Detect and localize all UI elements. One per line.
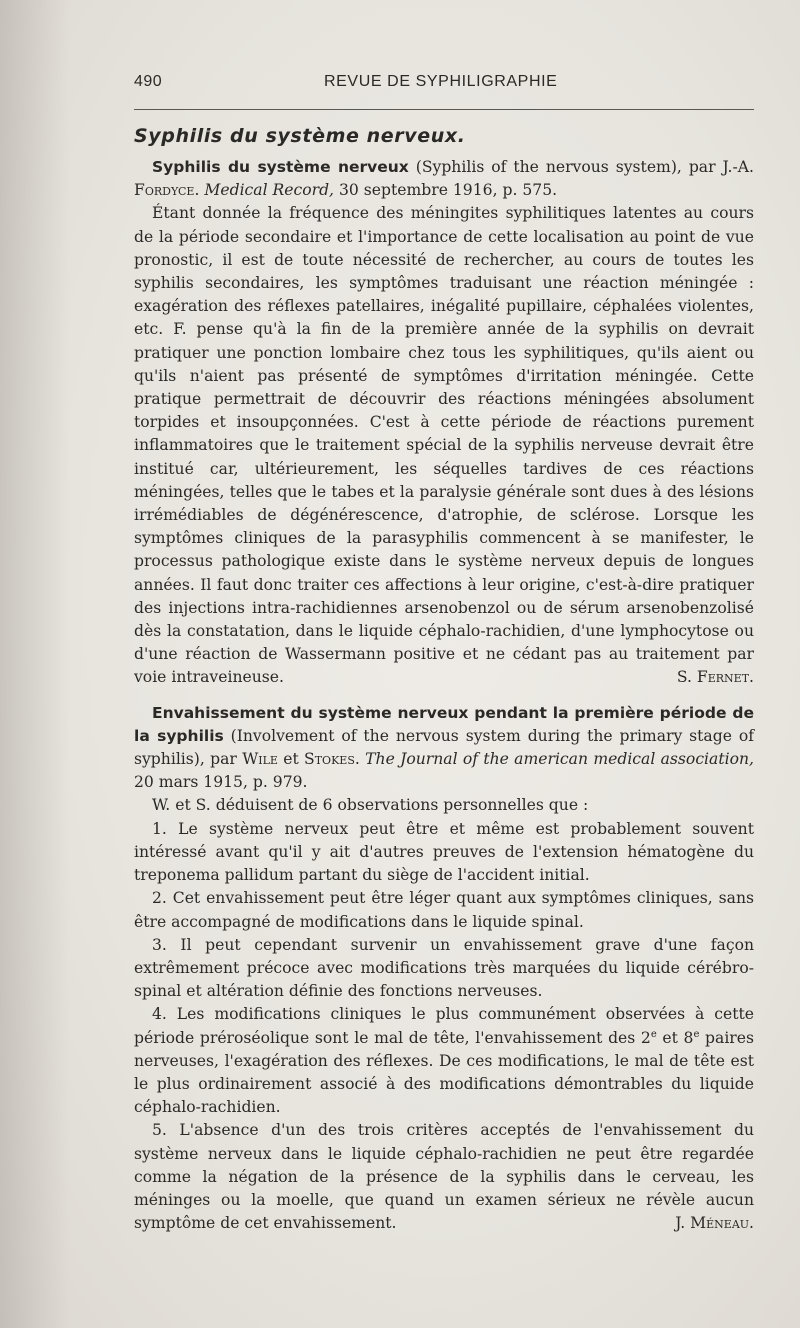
article2-item4-sup1: e (650, 1028, 657, 1040)
article2-journal: The Journal of the american medical association, (365, 750, 754, 769)
article1-journal: Medical Record, (204, 181, 335, 200)
article2-citation-b: . (354, 750, 366, 769)
page-content (134, 122, 754, 1235)
article2-intro: W. et S. déduisent de 6 observations personnelles que : (152, 796, 589, 815)
page-number: 490 (134, 73, 163, 90)
article2-item5-text: 5. L'absence d'un des trois critères acceptés de l'envahissement du système nerveux dans le liquide céphalo-rachidien ne peut être regardée comme la négation de la présence de la syphilis dans le cerveau, les méninges ou la moelle, que quand un examen sérieux ne révèle aucun symptôme de cet envahissement. (134, 1121, 754, 1233)
article2-title: Envahissement du système nerveux pendant la première période de la syphilis (134, 703, 754, 745)
article2-and: et (277, 750, 305, 769)
article2-item4-b: et 8 (656, 1028, 694, 1047)
article2-author2: Stokes (304, 750, 355, 769)
article2-citation (134, 702, 754, 795)
article1-author: Fordyce (134, 181, 195, 200)
article1-body-text: Étant donnée la fréquence des méningites syphilitiques latentes au cours de la période secondaire et l'importance de cette localisation au point de vue pronostic, il est de toute nécessité de rechercher, au cours de toutes les syphilis secondaires, les symptômes traduisant une réaction méningée : exagération des réflexes patellaires, inégalité pupillaire, céphalées violentes, etc. F. pense qu'à la fin de la première année de la syphilis on devrait pratiquer une ponction lombaire chez tous les syphilitiques, qu'ils aient ou qu'ils n'aient pas présenté de symptômes d'irritation méningée. Cette pratique permettrait de découvrir des réactions méningées absolument torpides et insoupçonnées. C'est à cette période de réactions purement inflammatoires que le traitement spécial de la syphilis nerveuse devrait être institué car, ultérieurement, les séquelles tardives de ces réactions méningées, telles que le tabes et la paralysie générale sont dues à des lésions irrémédiables de dégénérescence, d'atrophie, de sclérose. Lorsque les symptômes cliniques de la parasyphilis commencent à se manifester, le processus pathologique existe dans le système nerveux depuis de longues années. Il faut donc traiter ces affections à leur origine, c'est-à-dire pratiquer des injections intra-rachidiennes arsenobenzol ou de sérum arsenobenzolisé dès la constatation, dans le liquide céphalo-rachidien, d'une lymphocytose ou d'une réaction de Wassermann positive et ne cédant pas au traitement par voie intraveineuse. (134, 204, 754, 687)
article1-title: Syphilis du système nerveux (152, 158, 409, 176)
article2-item5 (134, 1119, 754, 1235)
article2-item4 (134, 1003, 754, 1119)
running-title: REVUE DE SYPHILIGRAPHIE (324, 73, 558, 90)
article1-citation (134, 156, 754, 202)
article2-item3: 3. Il peut cependant survenir un envahissement grave d'une façon extrêmement précoce avec modifications très marquées du liquide cérébro-spinal et altération définie des fonctions nerveuses. (134, 935, 754, 1001)
page-header (134, 73, 754, 99)
article2-item2: 2. Cet envahissement peut être léger quant aux symptômes cliniques, sans être accompagné de modifications dans le liquide spinal. (134, 889, 754, 931)
article2-author1: Wile (242, 750, 278, 769)
header-rule (134, 109, 754, 110)
article2-citation-a: (Involvement of the nervous system during the primary stage of syphilis), par (134, 726, 754, 769)
article2-item4-c: paires nerveuses, l'exagération des réflexes. De ces modifications, le mal de tête est le plus ordinairement associé à des modifications démontrables du liquide céphalo-rachidien. (134, 1028, 754, 1117)
article2-item4-a: 4. Les modifications cliniques le plus communément observées à cette période préroséolique sont le mal de tête, l'envahissement des 2 (134, 1005, 754, 1047)
section-title: Syphilis du système nerveux. (134, 125, 466, 147)
section-gap (134, 690, 754, 702)
article1-citation-b: . (194, 181, 205, 200)
article2-item1: 1. Le système nerveux peut être et même est probablement souvent intéressé avant qu'il y ait d'autres preuves de l'extension hématogène du treponema pallidum partant du siège de l'accident initial. (134, 819, 754, 885)
article2-signature: J. Méneau. (675, 1214, 754, 1233)
article1-body (134, 202, 754, 689)
article2-item4-sup2: e (693, 1028, 700, 1040)
article2-citation-c: 20 mars 1915, p. 979. (134, 773, 308, 792)
page-spine-shadow (0, 0, 70, 1328)
article1-citation-a: (Syphilis of the nervous system), par J.-A. (408, 158, 754, 176)
article1-signature: S. Fernet. (676, 668, 754, 687)
article1-citation-c: 30 septembre 1916, p. 575. (334, 181, 558, 200)
